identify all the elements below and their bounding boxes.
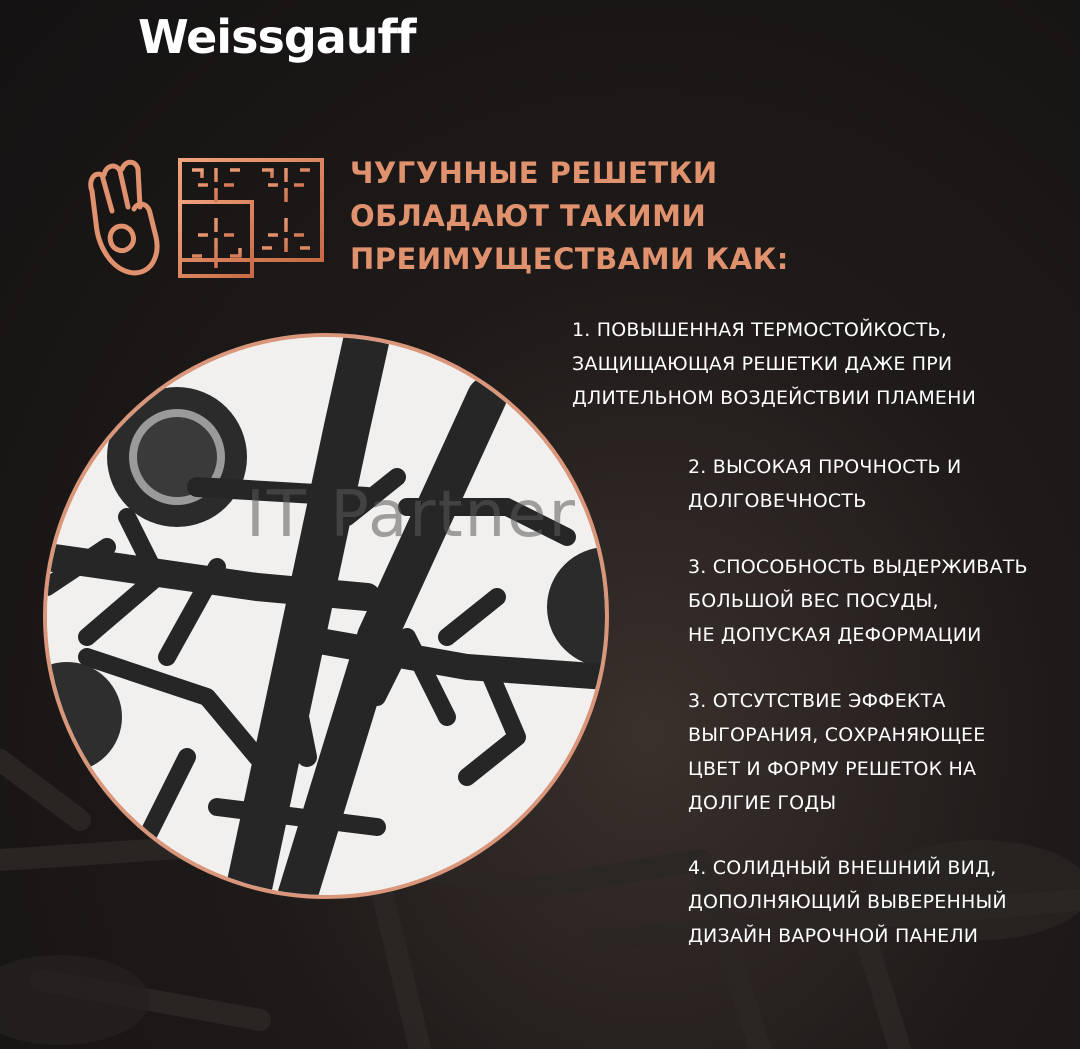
feature-line: БОЛЬШОЙ ВЕС ПОСУДЫ, bbox=[688, 590, 939, 612]
feature-line: 4. СОЛИДНЫЙ ВНЕШНИЙ ВИД, bbox=[688, 857, 997, 879]
feature-item bbox=[688, 684, 985, 820]
feature-item bbox=[688, 450, 961, 518]
feature-line: 1. ПОВЫШЕННАЯ ТЕРМОСТОЙКОСТЬ, bbox=[572, 319, 947, 341]
feature-line: 2. ВЫСОКАЯ ПРОЧНОСТЬ И bbox=[688, 456, 962, 478]
cast-iron-grate-icon bbox=[178, 158, 326, 280]
feature-line: ЗАЩИЩАЮЩАЯ РЕШЕТКИ ДАЖЕ ПРИ bbox=[572, 353, 953, 375]
feature-item bbox=[688, 851, 1007, 953]
feature-line: ВЫГОРАНИЯ, СОХРАНЯЮЩЕЕ bbox=[688, 724, 986, 746]
heading-line: ОБЛАДАЮТ ТАКИМИ bbox=[350, 199, 707, 233]
feature-line: 3. ОТСУТСТВИЕ ЭФФЕКТА bbox=[688, 690, 946, 712]
feature-line: ДИЗАЙН ВАРОЧНОЙ ПАНЕЛИ bbox=[688, 925, 979, 947]
magnified-grate-photo bbox=[43, 333, 609, 899]
feature-line: НЕ ДОПУСКАЯ ДЕФОРМАЦИИ bbox=[688, 624, 982, 646]
feature-line: ЦВЕТ И ФОРМУ РЕШЕТОК НА bbox=[688, 758, 977, 780]
brand-logo: Weissgauff bbox=[138, 10, 416, 64]
ok-hand-icon bbox=[82, 153, 162, 279]
feature-line: ДОЛГОВЕЧНОСТЬ bbox=[688, 490, 867, 512]
watermark: IT Partner bbox=[246, 478, 577, 552]
feature-line: ДЛИТЕЛЬНОМ ВОЗДЕЙСТВИИ ПЛАМЕНИ bbox=[572, 387, 977, 409]
section-heading bbox=[350, 152, 789, 281]
heading-line: ЧУГУННЫЕ РЕШЕТКИ bbox=[350, 156, 718, 190]
feature-item bbox=[572, 313, 976, 415]
feature-line: ДОПОЛНЯЮЩИЙ ВЫВЕРЕННЫЙ bbox=[688, 891, 1007, 913]
feature-item bbox=[688, 550, 1028, 652]
heading-line: ПРЕИМУЩЕСТВАМИ КАК: bbox=[350, 242, 789, 276]
feature-line: 3. СПОСОБНОСТЬ ВЫДЕРЖИВАТЬ bbox=[688, 556, 1028, 578]
feature-line: ДОЛГИЕ ГОДЫ bbox=[688, 792, 837, 814]
